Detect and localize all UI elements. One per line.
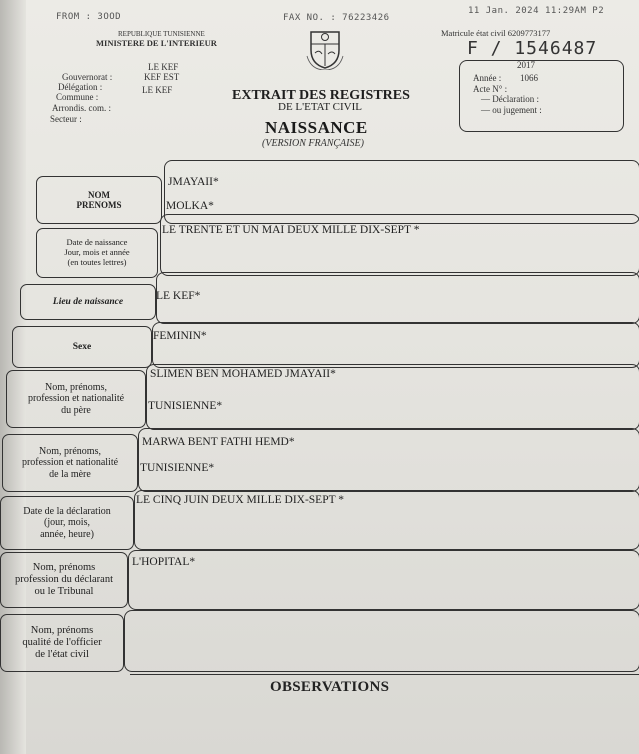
sexe-box [152,322,639,368]
annee-label: Année : [473,73,502,83]
date-declaration-label: Date de la déclaration (jour, mois, année, heure) [0,496,134,550]
lieu-naissance-value: LE KEF* [156,290,201,302]
gouvernorat-label: Gouvernorat : [62,72,113,82]
officier-label: Nom, prénoms qualité de l'officier de l'état civil [0,614,124,672]
sexe-label: Sexe [12,326,152,368]
nom-prenoms-label: NOM PRENOMS [36,176,162,224]
arrondissement-label: Arrondis. com. : [52,103,111,113]
date-naissance-label: Date de naissance Jour, mois et année (en toutes lettres) [36,228,158,278]
date-declaration-value: LE CINQ JUIN DEUX MILLE DIX-SEPT * [136,494,345,506]
pere-nationality-value: TUNISIENNE* [148,400,223,412]
republique-label: REPUBLIQUE TUNISIENNE [118,30,205,38]
commune-label: Commune : [56,92,99,102]
version-label: (VERSION FRANÇAISE) [262,138,364,149]
pere-name-value: SLIMEN BEN MOHAMED JMAYAII* [150,368,336,380]
annee-value: 1066 [520,73,538,83]
declarant-label: Nom, prénoms profession du déclarant ou le Tribunal [0,552,128,608]
prenom-value: MOLKA* [166,200,214,212]
fax-datetime: 11 Jan. 2024 11:29AM P2 [468,6,605,16]
delegation-value: KEF EST [144,72,180,82]
sexe-value: FEMININ* [153,330,207,342]
extrait-title: EXTRAIT DES REGISTRES [232,88,410,103]
divider [130,674,639,675]
fax-number: FAX NO. : 76223426 [283,13,390,23]
pere-label: Nom, prénoms, profession et nationalité du père [6,370,146,428]
acte-label: Acte N° : [473,84,508,94]
matricule-label: Matricule état civil 6209773177 [441,28,551,38]
mere-nationality-value: TUNISIENNE* [140,462,215,474]
fax-from: FROM : 3OOD [56,12,122,22]
mere-name-value: MARWA BENT FATHI HEMD* [142,436,295,448]
observations-title: OBSERVATIONS [270,679,390,695]
naissance-title: NAISSANCE [265,118,368,137]
gouvernorat-value: LE KEF [148,62,179,72]
declaration-label: — Déclaration : [481,94,539,104]
registration-number: F / 1546487 [467,38,598,59]
etat-civil-subtitle: DE L'ETAT CIVIL [278,101,362,113]
date-naissance-value: LE TRENTE ET UN MAI DEUX MILLE DIX-SEPT * [162,224,420,236]
commune-value: LE KEF [142,85,173,95]
secteur-label: Secteur : [50,114,82,124]
registry-year: 2017 [517,60,535,70]
declarant-box [128,550,639,610]
coat-of-arms-icon [305,26,345,70]
nom-value: JMAYAII* [168,176,219,188]
lieu-naissance-box [156,272,639,324]
ministere-label: MINISTERE DE L'INTERIEUR [96,38,217,48]
declarant-value: L'HOPITAL* [132,556,196,568]
delegation-label: Délégation : [58,82,103,92]
mere-label: Nom, prénoms, profession et nationalité de la mère [2,434,138,492]
jugement-label: — ou jugement : [481,105,542,115]
officier-box [124,610,639,672]
lieu-naissance-label: Lieu de naissance [20,284,156,320]
